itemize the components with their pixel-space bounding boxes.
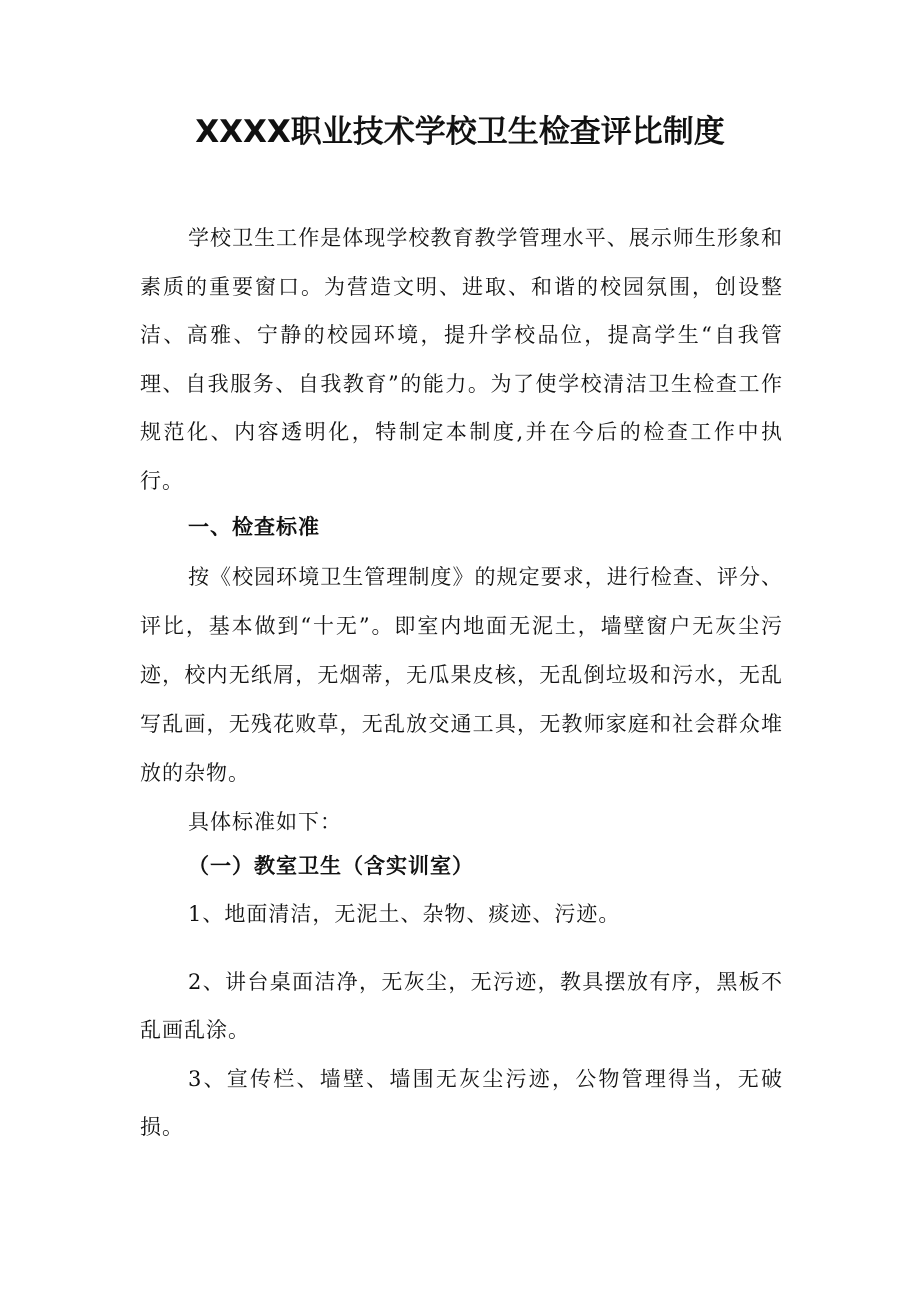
item-text: 2、讲台桌面洁净，无灰尘，无污迹，教具摆放有序，黑板不乱画乱涂。 <box>140 970 783 1042</box>
section1-text: 按《校园环境卫生管理制度》的规定要求，进行检查、评分、评比，基本做到“十无”。即室内地面无泥土，墙壁窗户无灰尘污迹，校内无纸屑，无烟蒂，无瓜果皮核，无乱倒垃圾和污水，无乱写乱画，无残花败草，无乱放交通工具，无教师家庭和社会群众堆放的杂物。 <box>140 565 783 785</box>
item-text: 3、宣传栏、墙壁、墙围无灰尘污迹，公物管理得当，无破损。 <box>140 1067 783 1139</box>
intro-paragraph <box>140 214 783 505</box>
section1-heading: 一、检查标准 <box>188 515 320 539</box>
list-item <box>140 958 783 1054</box>
subsection1-heading: （一）教室卫生（含实训室） <box>188 854 474 878</box>
subsection-heading <box>188 842 831 890</box>
list-item <box>140 1055 783 1151</box>
section-heading <box>140 503 783 551</box>
standard-paragraph <box>140 553 783 798</box>
detail-intro <box>140 798 783 846</box>
detail-intro-text: 具体标准如下： <box>188 810 342 834</box>
item-text: 1、地面清洁，无泥土、杂物、痰迹、污迹。 <box>188 902 621 926</box>
document-title: XXXX职业技术学校卫生检查评比制度 <box>195 114 725 150</box>
list-item <box>140 890 783 938</box>
intro-text: 学校卫生工作是体现学校教育教学管理水平、展示师生形象和素质的重要窗口。为营造文明、进取、和谐的校园氛围，创设整洁、高雅、宁静的校园环境，提升学校品位，提高学生“自我管理、自我服务、自我教育”的能力。为了使学校清洁卫生检查工作规范化、内容透明化，特制定本制度,并在今后的检查工作中执行。 <box>140 226 783 493</box>
